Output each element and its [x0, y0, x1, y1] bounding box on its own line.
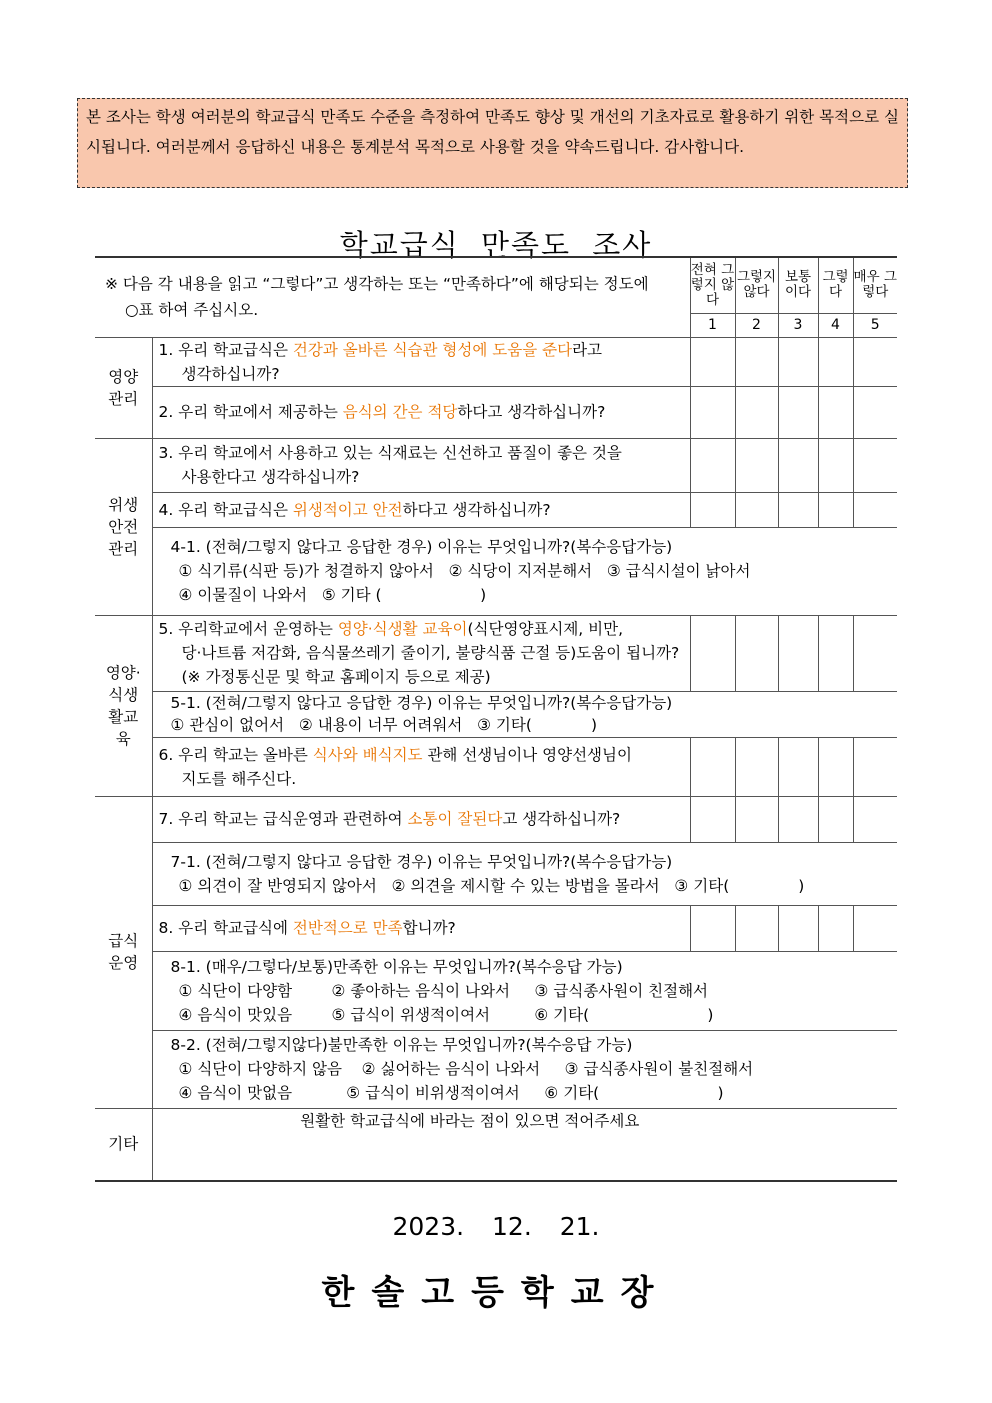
- memo-label: 원활한 학교급식에 바라는 점이 있으면 적어주세요: [300, 1111, 640, 1130]
- q2-answer-5[interactable]: [853, 386, 897, 438]
- q7-answer-1[interactable]: [690, 796, 735, 842]
- q5-answer-1[interactable]: [690, 615, 735, 691]
- q3-answer-5[interactable]: [853, 438, 897, 492]
- q1-answer-4[interactable]: [818, 337, 853, 386]
- survey-notice: 본 조사는 학생 여러분의 학교급식 만족도 수준을 측정하여 만족도 향상 및 개선의 기초자료로 활용하기 위한 목적으로 실시됩니다. 여러분께서 응답하신 내용은 통계분석 목적으로 사용할 것을 약속드립니다. 감사합니다.: [77, 98, 908, 188]
- scale-number-4: 4: [818, 313, 853, 337]
- category-education: 영양· 식생 활교 육: [95, 615, 152, 796]
- scale-label-2: 그렇지 않다: [735, 257, 778, 313]
- q4-answer-3[interactable]: [778, 492, 818, 527]
- q3-answer-3[interactable]: [778, 438, 818, 492]
- category-etc: 기타: [95, 1108, 152, 1181]
- instruction-cell: [95, 257, 690, 337]
- q6-answer-5[interactable]: [853, 737, 897, 796]
- q3-answer-2[interactable]: [735, 438, 778, 492]
- q8-answer-2[interactable]: [735, 905, 778, 951]
- q7-answer-2[interactable]: [735, 796, 778, 842]
- survey-table: [95, 256, 897, 1182]
- q4-answer-4[interactable]: [818, 492, 853, 527]
- school-principal-signature: 한솔고등학교장: [321, 1273, 671, 1313]
- question-2: 2. 우리 학교에서 제공하는 음식의 간은 적당하다고 생각하십니까?: [152, 386, 690, 438]
- question-5-1: 5-1. (전혀/그렇지 않다고 응답한 경우) 이유는 무엇입니까?(복수응답가능) ① 관심이 없어서 ② 내용이 너무 어려워서 ③ 기타( ): [152, 691, 897, 737]
- question-3: 3. 우리 학교에서 사용하고 있는 식재료는 신선하고 품질이 좋은 것을 사용한다고 생각하십니까?: [152, 438, 690, 492]
- question-4: 4. 우리 학교급식은 위생적이고 안전하다고 생각하십니까?: [152, 492, 690, 527]
- question-8: 8. 우리 학교급식에 전반적으로 만족합니까?: [152, 905, 690, 951]
- q4-answer-2[interactable]: [735, 492, 778, 527]
- question-1: 1. 우리 학교급식은 건강과 올바른 식습관 형성에 도움을 준다라고 생각하십니까?: [152, 337, 690, 386]
- question-8-1: 8-1. (매우/그렇다/보통)만족한 이유는 무엇입니까?(복수응답 가능) ① 식단이 다양함 ② 좋아하는 음식이 나와서 ③ 급식종사원이 친절해서 ④ 음식이 맛있음 ⑤ 급식이 위생적이여서 ⑥ 기타( ): [152, 951, 897, 1030]
- instruction-line-1: ※ 다음 각 내용을 읽고 “그렇다”고 생각하는 또는 “만족하다”에 해당되는 정도에: [105, 275, 649, 294]
- q2-answer-4[interactable]: [818, 386, 853, 438]
- q5-answer-2[interactable]: [735, 615, 778, 691]
- category-hygiene: 위생 안전 관리: [95, 438, 152, 615]
- scale-number-2: 2: [735, 313, 778, 337]
- question-5: 5. 우리학교에서 운영하는 영양·식생활 교육이(식단영양표시제, 비만, 당·나트륨 저감화, 음식물쓰레기 줄이기, 불량식품 근절 등)도움이 됩니까? (※ 가정통신문 및 학교 홈페이지 등으로 제공): [152, 615, 690, 691]
- q2-answer-2[interactable]: [735, 386, 778, 438]
- q4-answer-5[interactable]: [853, 492, 897, 527]
- scale-label-5: 매우 그렇다: [853, 257, 897, 313]
- q3-answer-4[interactable]: [818, 438, 853, 492]
- q1-answer-5[interactable]: [853, 337, 897, 386]
- q6-answer-1[interactable]: [690, 737, 735, 796]
- q8-answer-4[interactable]: [818, 905, 853, 951]
- q6-answer-2[interactable]: [735, 737, 778, 796]
- q2-answer-3[interactable]: [778, 386, 818, 438]
- q6-answer-3[interactable]: [778, 737, 818, 796]
- scale-label-1: 전혀 그렇지 않다: [690, 257, 735, 313]
- survey-date: 2023. 12. 21.: [392, 1212, 600, 1241]
- q8-answer-5[interactable]: [853, 905, 897, 951]
- scale-label-3: 보통 이다: [778, 257, 818, 313]
- q1-answer-3[interactable]: [778, 337, 818, 386]
- scale-number-1: 1: [690, 313, 735, 337]
- q1-answer-2[interactable]: [735, 337, 778, 386]
- q3-answer-1[interactable]: [690, 438, 735, 492]
- q1-answer-1[interactable]: [690, 337, 735, 386]
- q5-answer-5[interactable]: [853, 615, 897, 691]
- instruction-line-2: ○표 하여 주십시오.: [125, 301, 259, 320]
- question-7: 7. 우리 학교는 급식운영과 관련하여 소통이 잘된다고 생각하십니까?: [152, 796, 690, 842]
- q6-answer-4[interactable]: [818, 737, 853, 796]
- question-4-1: 4-1. (전혀/그렇지 않다고 응답한 경우) 이유는 무엇입니까?(복수응답가능) ① 식기류(식판 등)가 청결하지 않아서 ② 식당이 지저분해서 ③ 급식시설이 낡아서 ④ 이물질이 나와서 ⑤ 기타 ( ): [152, 527, 897, 615]
- page-title: 학교급식 만족도 조사: [339, 228, 653, 262]
- scale-number-5: 5: [853, 313, 897, 337]
- q5-answer-4[interactable]: [818, 615, 853, 691]
- q8-answer-3[interactable]: [778, 905, 818, 951]
- memo-field[interactable]: [152, 1108, 897, 1181]
- question-6: 6. 우리 학교는 올바른 식사와 배식지도 관해 선생님이나 영양선생님이 지도를 해주신다.: [152, 737, 690, 796]
- q7-answer-5[interactable]: [853, 796, 897, 842]
- q4-answer-1[interactable]: [690, 492, 735, 527]
- q5-answer-3[interactable]: [778, 615, 818, 691]
- question-8-2: 8-2. (전혀/그렇지않다)불만족한 이유는 무엇입니까?(복수응답 가능) ① 식단이 다양하지 않음 ② 싫어하는 음식이 나와서 ③ 급식종사원이 불친절해서 ④ 음식이 맛없음 ⑤ 급식이 비위생적이여서 ⑥ 기타( ): [152, 1030, 897, 1108]
- scale-label-4: 그렇다: [818, 257, 853, 313]
- q7-answer-3[interactable]: [778, 796, 818, 842]
- question-7-1: 7-1. (전혀/그렇지 않다고 응답한 경우) 이유는 무엇입니까?(복수응답가능) ① 의견이 잘 반영되지 않아서 ② 의견을 제시할 수 있는 방법을 몰라서 ③ 기타( ): [152, 842, 897, 905]
- q2-answer-1[interactable]: [690, 386, 735, 438]
- q7-answer-4[interactable]: [818, 796, 853, 842]
- q8-answer-1[interactable]: [690, 905, 735, 951]
- category-operation: 급식 운영: [95, 796, 152, 1108]
- category-nutrition: 영양 관리: [95, 337, 152, 438]
- scale-number-3: 3: [778, 313, 818, 337]
